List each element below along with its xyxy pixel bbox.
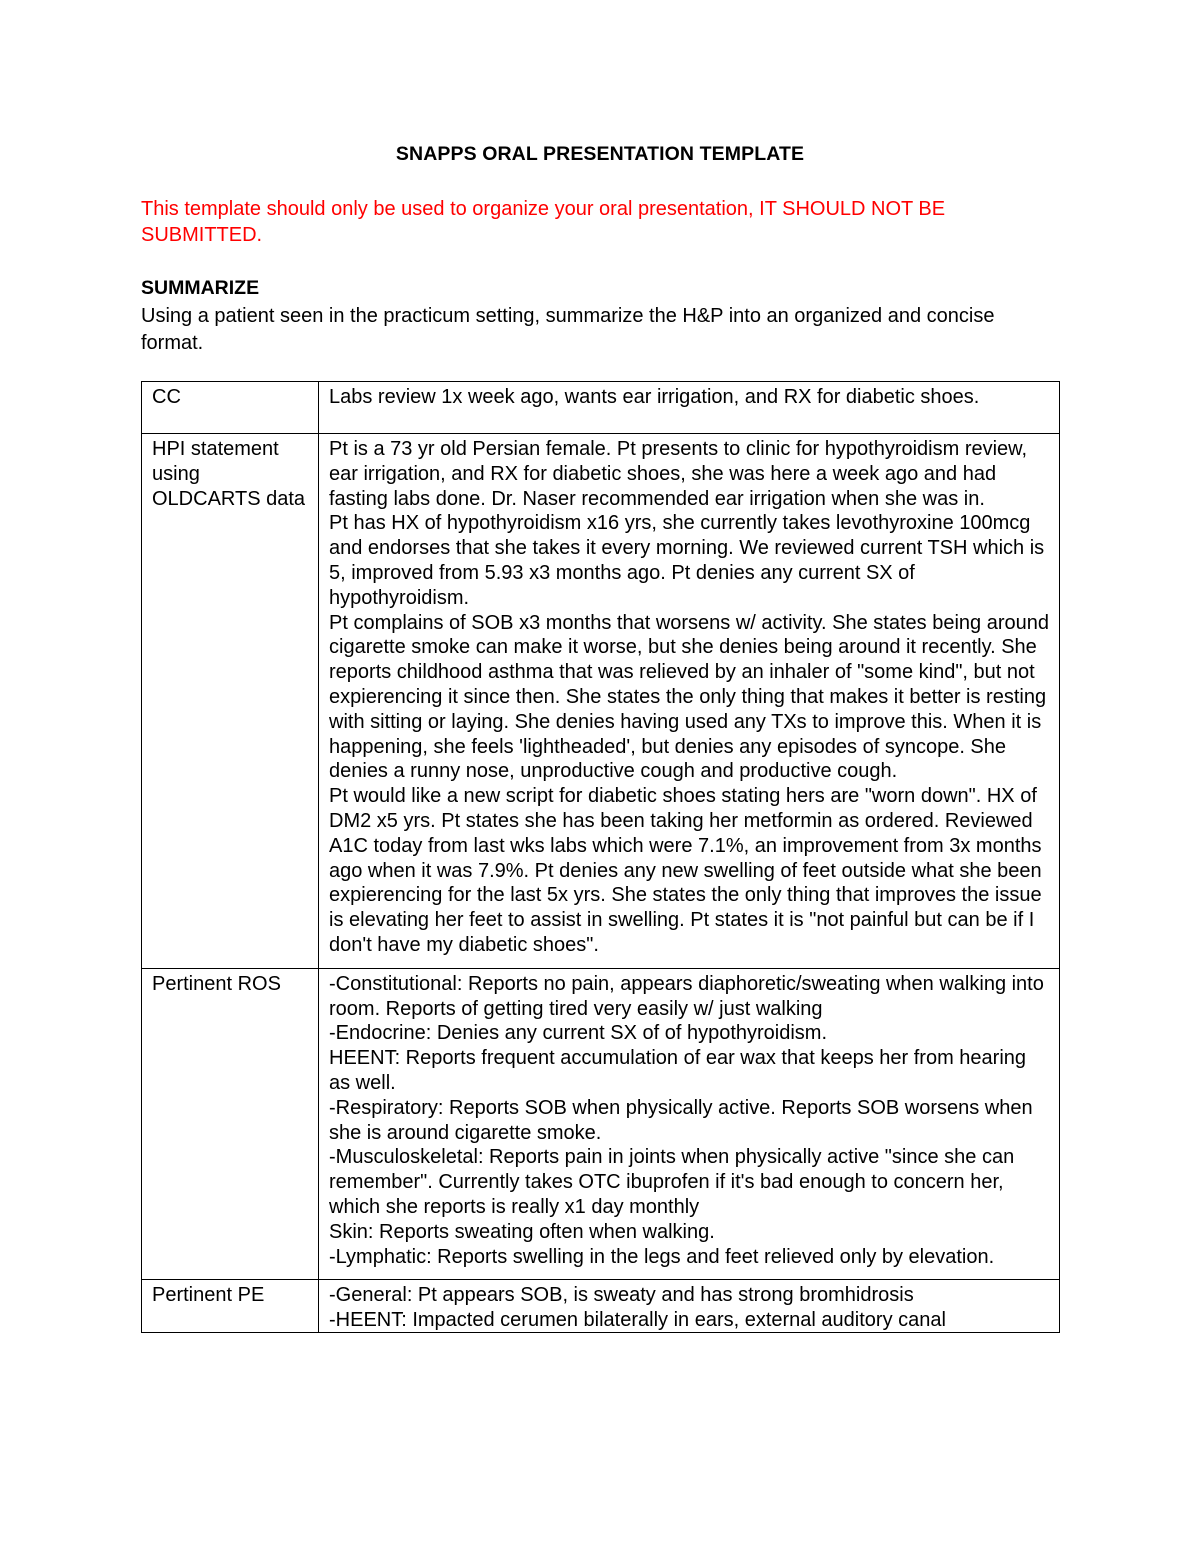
section-heading-summarize: SUMMARIZE [141, 277, 260, 299]
row-content-pe-text: -General: Pt appears SOB, is sweaty and has strong bromhidrosis -HEENT: Impacted cerumen bilaterally in ears, external auditory canal [329, 1284, 946, 1332]
row-label-ros: Pertinent ROS [142, 968, 319, 1280]
row-label-pe-text: Pertinent PE [152, 1284, 265, 1307]
summary-table [141, 381, 1060, 1333]
row-content-ros: -Constitutional: Reports no pain, appears diaphoretic/sweating when walking into room. Reports of getting tired very easily w/ just walking -Endocrine: Denies any current SX of of hypothyroidism. HEENT: Reports frequent accumulation of ear wax that keeps her from hearing as well. -Respiratory: Reports SOB when physically active. Reports SOB worsens when she is around cigarette smoke. -Musculoskeletal: Reports pain in joints when physically active "since she can remember". Currently takes OTC ibuprofen if it's bad enough to concern her, which she reports is really x1 day monthly Skin: Reports sweating often when walking. -Lymphatic: Reports swelling in the legs and feet relieved only by elevation. [319, 968, 1060, 1280]
table-row-ros [142, 968, 1060, 1280]
row-label-hpi: HPI statement using OLDCARTS data [142, 434, 319, 969]
row-label-pe [142, 1280, 319, 1333]
table-row-cc [142, 382, 1060, 434]
table-row-hpi [142, 434, 1060, 969]
row-content-cc: Labs review 1x week ago, wants ear irrigation, and RX for diabetic shoes. [319, 382, 1060, 434]
row-content-pe [319, 1280, 1060, 1333]
section-description: Using a patient seen in the practicum setting, summarize the H&P into an organized and concise format. [141, 305, 995, 354]
submission-warning: This template should only be used to organize your oral presentation, IT SHOULD NOT BE SUBMITTED. [141, 198, 946, 246]
row-label-cc: CC [142, 382, 319, 434]
row-content-hpi: Pt is a 73 yr old Persian female. Pt presents to clinic for hypothyroidism review, ear irrigation, and RX for diabetic shoes, she was here a week ago and had fasting labs done. Dr. Naser recommended ear irrigation when she was in. Pt has HX of hypothyroidism x16 yrs, she currently takes levothyroxine 100mcg and endorses that she takes it every morning. We reviewed current TSH which is 5, improved from 5.93 x3 months ago. Pt denies any current SX of hypothyroidism. Pt complains of SOB x3 months that worsens w/ activity. She states being around cigarette smoke can make it worse, but she denies being around it recently. She reports childhood asthma that was relieved by an inhaler of "some kind", but not expierencing it since then. She states the only thing that makes it better is resting with sitting or laying. She denies having used any TXs to improve this. When it is happening, she feels 'lightheaded', but denies any episodes of syncope. She denies a runny nose, unproductive cough and productive cough. Pt would like a new script for diabetic shoes stating hers are "worn down". HX of DM2 x5 yrs. Pt states she has been taking her metformin as ordered. Reviewed A1C today from last wks labs which were 7.1%, an improvement from 3x months ago when it was 7.9%. Pt denies any new swelling of feet outside what she been expierencing for the last 5x yrs. She states the only thing that improves the issue is elevating her feet to assist in swelling. Pt states it is "not painful but can be if I don't have my diabetic shoes". [319, 434, 1060, 969]
table-row-pe [142, 1280, 1060, 1333]
document-title: SNAPPS ORAL PRESENTATION TEMPLATE [395, 143, 805, 165]
